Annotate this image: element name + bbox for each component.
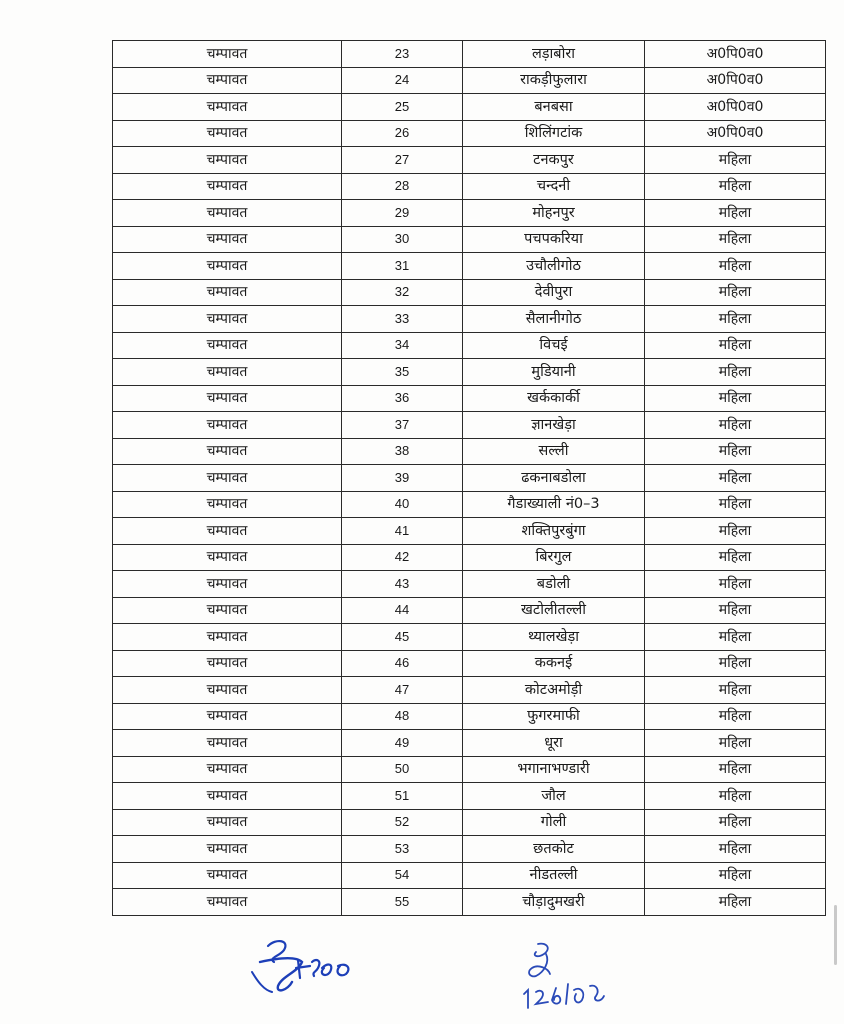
serial-number-cell: 45 xyxy=(342,624,463,651)
handwritten-signature-right xyxy=(510,938,620,1016)
serial-number-cell: 31 xyxy=(342,253,463,280)
constituency-name-cell: धूरा xyxy=(463,730,645,757)
serial-number-cell: 37 xyxy=(342,412,463,439)
serial-number-cell: 48 xyxy=(342,703,463,730)
district-cell: चम्पावत xyxy=(113,147,342,174)
district-cell: चम्पावत xyxy=(113,465,342,492)
table-row xyxy=(113,862,826,889)
district-cell: चम्पावत xyxy=(113,836,342,863)
constituency-name-cell: चौड़ादुमखरी xyxy=(463,889,645,916)
constituency-name-cell: चन्दनी xyxy=(463,173,645,200)
reservation-category-cell: महिला xyxy=(645,412,826,439)
district-cell: चम्पावत xyxy=(113,67,342,94)
district-cell: चम्पावत xyxy=(113,809,342,836)
serial-number-cell: 39 xyxy=(342,465,463,492)
district-cell: चम्पावत xyxy=(113,253,342,280)
district-cell: चम्पावत xyxy=(113,173,342,200)
table-row xyxy=(113,359,826,386)
serial-number-cell: 44 xyxy=(342,597,463,624)
reservation-category-cell: महिला xyxy=(645,306,826,333)
serial-number-cell: 23 xyxy=(342,41,463,68)
reservation-category-cell: अ0पि0व0 xyxy=(645,120,826,147)
reservation-category-cell: महिला xyxy=(645,491,826,518)
district-cell: चम्पावत xyxy=(113,544,342,571)
district-cell: चम्पावत xyxy=(113,597,342,624)
table-row xyxy=(113,783,826,810)
table-row xyxy=(113,385,826,412)
constituency-name-cell: खर्ककार्की xyxy=(463,385,645,412)
district-cell: चम्पावत xyxy=(113,862,342,889)
district-cell: चम्पावत xyxy=(113,491,342,518)
reservation-category-cell: महिला xyxy=(645,253,826,280)
reservation-category-cell: महिला xyxy=(645,783,826,810)
district-cell: चम्पावत xyxy=(113,306,342,333)
table-row xyxy=(113,836,826,863)
table-row xyxy=(113,438,826,465)
table-row xyxy=(113,41,826,68)
constituency-name-cell: देवीपुरा xyxy=(463,279,645,306)
reservation-category-cell: महिला xyxy=(645,518,826,545)
district-cell: चम्पावत xyxy=(113,94,342,121)
table-row xyxy=(113,544,826,571)
constituency-name-cell: जौल xyxy=(463,783,645,810)
reservation-category-cell: अ0पि0व0 xyxy=(645,67,826,94)
table-row xyxy=(113,306,826,333)
reservation-category-cell: महिला xyxy=(645,226,826,253)
table-row xyxy=(113,253,826,280)
reservation-category-cell: महिला xyxy=(645,200,826,227)
serial-number-cell: 36 xyxy=(342,385,463,412)
table-row xyxy=(113,67,826,94)
table-row xyxy=(113,730,826,757)
serial-number-cell: 47 xyxy=(342,677,463,704)
district-cell: चम्पावत xyxy=(113,756,342,783)
reservation-category-cell: महिला xyxy=(645,571,826,598)
reservation-category-cell: महिला xyxy=(645,756,826,783)
constituency-name-cell: शक्तिपुरबुंगा xyxy=(463,518,645,545)
table-row xyxy=(113,756,826,783)
table-row xyxy=(113,332,826,359)
table-row xyxy=(113,518,826,545)
constituency-name-cell: पचपकरिया xyxy=(463,226,645,253)
district-cell: चम्पावत xyxy=(113,624,342,651)
table-row xyxy=(113,624,826,651)
district-cell: चम्पावत xyxy=(113,650,342,677)
constituency-name-cell: विचई xyxy=(463,332,645,359)
constituency-name-cell: ज्ञानखेड़ा xyxy=(463,412,645,439)
serial-number-cell: 27 xyxy=(342,147,463,174)
handwritten-signature-left xyxy=(238,932,358,1002)
reservation-category-cell: महिला xyxy=(645,730,826,757)
constituency-name-cell: सल्ली xyxy=(463,438,645,465)
district-cell: चम्पावत xyxy=(113,783,342,810)
reservation-category-cell: महिला xyxy=(645,836,826,863)
serial-number-cell: 49 xyxy=(342,730,463,757)
serial-number-cell: 53 xyxy=(342,836,463,863)
table-row xyxy=(113,677,826,704)
constituency-name-cell: बिरगुल xyxy=(463,544,645,571)
constituency-name-cell: मुडियानी xyxy=(463,359,645,386)
reservation-category-cell: अ0पि0व0 xyxy=(645,41,826,68)
district-cell: चम्पावत xyxy=(113,226,342,253)
district-cell: चम्पावत xyxy=(113,703,342,730)
reservation-category-cell: महिला xyxy=(645,889,826,916)
constituency-table xyxy=(112,40,826,916)
district-cell: चम्पावत xyxy=(113,120,342,147)
serial-number-cell: 33 xyxy=(342,306,463,333)
serial-number-cell: 29 xyxy=(342,200,463,227)
table-row xyxy=(113,200,826,227)
serial-number-cell: 32 xyxy=(342,279,463,306)
serial-number-cell: 41 xyxy=(342,518,463,545)
reservation-category-cell: महिला xyxy=(645,438,826,465)
table-body xyxy=(113,41,826,916)
reservation-category-cell: महिला xyxy=(645,544,826,571)
constituency-name-cell: उचौलीगोठ xyxy=(463,253,645,280)
reservation-category-cell: महिला xyxy=(645,703,826,730)
constituency-name-cell: शिलिंगटांक xyxy=(463,120,645,147)
constituency-name-cell: गोली xyxy=(463,809,645,836)
table-row xyxy=(113,147,826,174)
serial-number-cell: 46 xyxy=(342,650,463,677)
constituency-name-cell: ढकनाबडोला xyxy=(463,465,645,492)
reservation-category-cell: महिला xyxy=(645,332,826,359)
district-cell: चम्पावत xyxy=(113,359,342,386)
serial-number-cell: 38 xyxy=(342,438,463,465)
table-row xyxy=(113,809,826,836)
reservation-category-cell: महिला xyxy=(645,677,826,704)
table-row xyxy=(113,597,826,624)
table-row xyxy=(113,889,826,916)
reservation-category-cell: महिला xyxy=(645,862,826,889)
table-row xyxy=(113,279,826,306)
constituency-name-cell: टनकपुर xyxy=(463,147,645,174)
constituency-name-cell: बडोली xyxy=(463,571,645,598)
district-cell: चम्पावत xyxy=(113,677,342,704)
table-row xyxy=(113,94,826,121)
table-row xyxy=(113,412,826,439)
constituency-name-cell: छतकोट xyxy=(463,836,645,863)
serial-number-cell: 42 xyxy=(342,544,463,571)
serial-number-cell: 51 xyxy=(342,783,463,810)
reservation-category-cell: महिला xyxy=(645,650,826,677)
serial-number-cell: 28 xyxy=(342,173,463,200)
serial-number-cell: 52 xyxy=(342,809,463,836)
serial-number-cell: 30 xyxy=(342,226,463,253)
table-row xyxy=(113,120,826,147)
reservation-category-cell: महिला xyxy=(645,147,826,174)
constituency-name-cell: कोटअमोड़ी xyxy=(463,677,645,704)
reservation-category-cell: महिला xyxy=(645,279,826,306)
district-cell: चम्पावत xyxy=(113,279,342,306)
table-row xyxy=(113,226,826,253)
constituency-name-cell: लड़ाबोरा xyxy=(463,41,645,68)
reservation-category-cell: महिला xyxy=(645,597,826,624)
district-cell: चम्पावत xyxy=(113,730,342,757)
district-cell: चम्पावत xyxy=(113,571,342,598)
table-row xyxy=(113,491,826,518)
district-cell: चम्पावत xyxy=(113,438,342,465)
constituency-name-cell: राकड़ीफुलारा xyxy=(463,67,645,94)
constituency-name-cell: नीडतल्ली xyxy=(463,862,645,889)
serial-number-cell: 25 xyxy=(342,94,463,121)
reservation-category-cell: महिला xyxy=(645,385,826,412)
scrollbar-thumb[interactable] xyxy=(834,905,837,965)
serial-number-cell: 43 xyxy=(342,571,463,598)
serial-number-cell: 35 xyxy=(342,359,463,386)
constituency-name-cell: मोहनपुर xyxy=(463,200,645,227)
serial-number-cell: 24 xyxy=(342,67,463,94)
reservation-category-cell: महिला xyxy=(645,624,826,651)
district-cell: चम्पावत xyxy=(113,200,342,227)
table-row xyxy=(113,465,826,492)
constituency-name-cell: ककनई xyxy=(463,650,645,677)
reservation-category-cell: महिला xyxy=(645,809,826,836)
serial-number-cell: 40 xyxy=(342,491,463,518)
reservation-category-cell: महिला xyxy=(645,359,826,386)
district-cell: चम्पावत xyxy=(113,518,342,545)
reservation-category-cell: अ0पि0व0 xyxy=(645,94,826,121)
table-row xyxy=(113,650,826,677)
serial-number-cell: 34 xyxy=(342,332,463,359)
district-cell: चम्पावत xyxy=(113,385,342,412)
district-cell: चम्पावत xyxy=(113,41,342,68)
serial-number-cell: 54 xyxy=(342,862,463,889)
serial-number-cell: 55 xyxy=(342,889,463,916)
constituency-name-cell: गैडाख्याली नं0–3 xyxy=(463,491,645,518)
constituency-name-cell: भगानाभण्डारी xyxy=(463,756,645,783)
serial-number-cell: 26 xyxy=(342,120,463,147)
constituency-name-cell: फुगरमाफी xyxy=(463,703,645,730)
constituency-name-cell: सैलानीगोठ xyxy=(463,306,645,333)
reservation-category-cell: महिला xyxy=(645,173,826,200)
table-row xyxy=(113,571,826,598)
district-cell: चम्पावत xyxy=(113,889,342,916)
serial-number-cell: 50 xyxy=(342,756,463,783)
constituency-name-cell: थ्यालखेड़ा xyxy=(463,624,645,651)
district-cell: चम्पावत xyxy=(113,332,342,359)
constituency-name-cell: बनबसा xyxy=(463,94,645,121)
table-row xyxy=(113,703,826,730)
reservation-category-cell: महिला xyxy=(645,465,826,492)
constituency-name-cell: खटोलीतल्ली xyxy=(463,597,645,624)
table-row xyxy=(113,173,826,200)
district-cell: चम्पावत xyxy=(113,412,342,439)
